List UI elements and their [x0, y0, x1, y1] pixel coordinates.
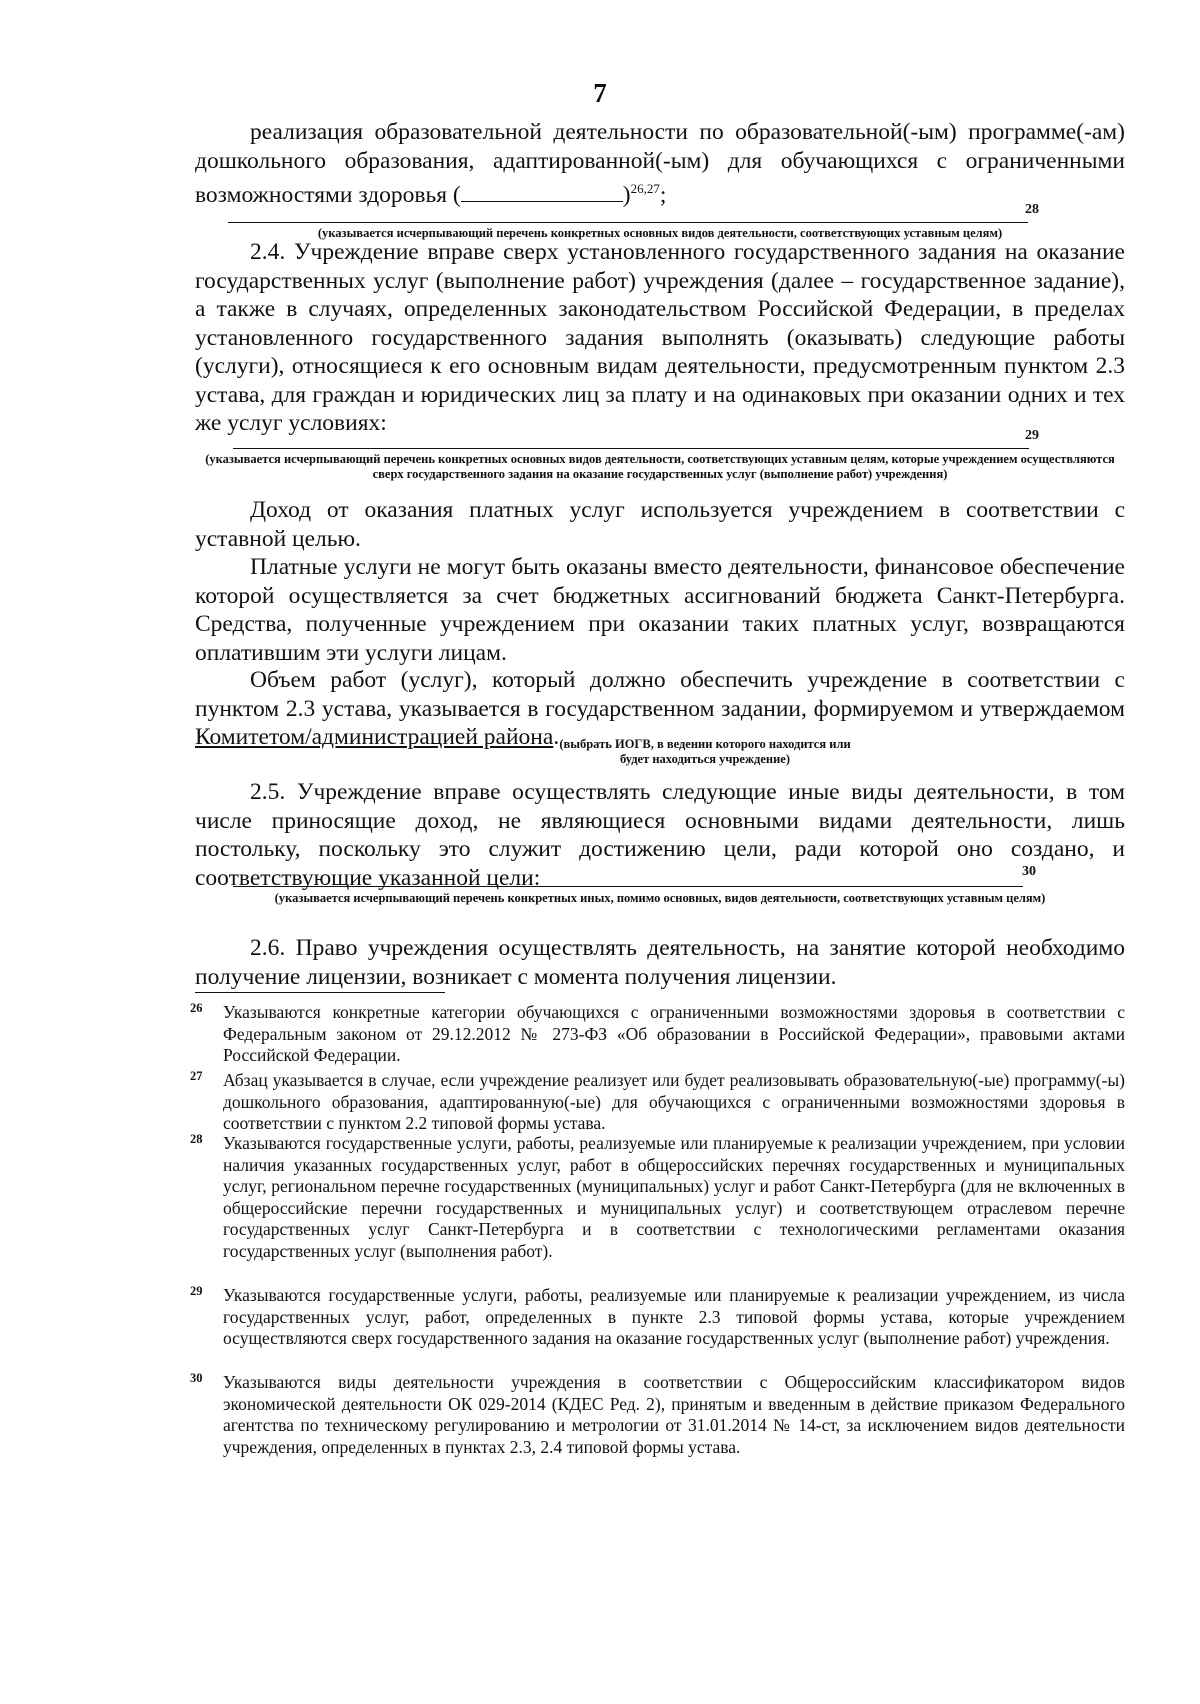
footnote-26	[190, 1001, 1125, 1067]
hint-other-activities: (указывается исчерпывающий перечень конкретных иных, помимо основных, видов деятельности, соответствующих уставным целям)	[274, 891, 1046, 905]
blank-field	[461, 181, 623, 202]
footnote-text: Указываются государственные услуги, работы, реализуемые или планируемые к реализации учреждением, из числа государственных услуг, работ, определенных в пункте 2.3 типовой формы устава, которые учреждением осуществляются сверх государственного задания на оказание государственных услуг (выполнение работ) учреждения.	[223, 1285, 1125, 1349]
paragraph-2-4: 2.4. Учреждение вправе сверх установленного государственного задания на оказание государственных услуг (выполнение работ) учреждения (далее – государственное задание), а также в случаях, определенных законодательством Российской Федерации, в пределах установленного государственного задания выполнять (оказывать) следующие работы (услуги), относящиеся к его основным видам деятельности, предусмотренным пунктом 2.3 устава, для граждан и юридических лиц за плату и на одинаковых при оказании одних и тех же услуг условиях:	[195, 239, 1125, 436]
footnote-28	[190, 1132, 1125, 1263]
blank-line	[233, 448, 1029, 449]
footnote-27	[190, 1069, 1125, 1135]
footnote-ref-30: 30	[1022, 864, 1036, 879]
page-number: 7	[593, 78, 607, 108]
blank-line	[233, 886, 1023, 887]
footnote-text: Указываются конкретные категории обучающихся с ограниченными возможностями здоровья в соответствии с Федеральным законом от 29.12.2012 № 273-ФЗ «Об образовании в Российской Федерации», правовыми актами Российской Федерации.	[223, 1002, 1125, 1066]
blank-line	[228, 222, 1028, 223]
authority-name: Комитетом/администрацией района	[195, 724, 554, 750]
text-fragment: )	[622, 181, 631, 208]
paragraph-2-5: 2.5. Учреждение вправе осуществлять следующие иные виды деятельности, в том числе приносящие доход, не являющиеся основными видами деятельности, лишь постольку, поскольку это служит достижению цели, ради которой оно создано, и соответствующие указанной цели:	[195, 779, 1125, 891]
footnote-30	[190, 1371, 1125, 1458]
text-fragment: возможностями здоровья (	[195, 181, 461, 208]
footnote-ref: 26,27	[630, 181, 660, 196]
footnote-number: 27	[190, 1069, 203, 1083]
footnote-text: Указываются виды деятельности учреждения в соответствии с Общероссийским классификатором видов экономической деятельности ОК 029-2014 (КДЕС Ред. 2), принятым и введенным в действие приказом Федерального агентства по техническому регулированию и метрологии от 31.01.2014 № 14-ст, за исключением видов деятельности учреждения, определенных в пунктах 2.3, 2.4 типовой формы устава.	[223, 1372, 1125, 1457]
paragraph-education-end	[195, 175, 1125, 209]
footnote-29	[190, 1284, 1125, 1350]
paragraph-2-6: 2.6. Право учреждения осуществлять деятельность, на занятие которой необходимо получение лицензии, возникает с момента получения лицензии.	[195, 935, 1125, 990]
footnote-number: 29	[190, 1284, 203, 1298]
paragraph-education: реализация образовательной деятельности по образовательной(-ым) программе(-ам) дошкольного образования, адаптированной(-ым) для обучающихся с ограниченными	[195, 119, 1125, 174]
footnote-number: 30	[190, 1371, 203, 1385]
footnote-ref-28: 28	[1025, 202, 1039, 217]
footnote-number: 28	[190, 1132, 203, 1146]
footnote-separator	[195, 992, 445, 993]
hint-extra-activities: (указывается исчерпывающий перечень конкретных основных видов деятельности, соответствующих уставным целям, которые учреждением осуществляются сверх государственного задания на оказание государственных услуг (выполнение работ) учреждения)	[205, 452, 1115, 481]
paragraph-income: Доход от оказания платных услуг используется учреждением в соответствии с уставной целью.	[195, 497, 1125, 552]
footnote-number: 26	[190, 1001, 203, 1015]
footnote-ref-29: 29	[1025, 428, 1039, 443]
paragraph-paid-services: Платные услуги не могут быть оказаны вместо деятельности, финансовое обеспечение которой осуществляется за счет бюджетных ассигнований бюджета Санкт-Петербурга. Средства, полученные учреждением при оказании таких платных услуг, возвращаются оплатившим эти услуги лицам.	[195, 554, 1125, 666]
text-fragment: .	[553, 724, 560, 750]
footnote-text: Указываются государственные услуги, работы, реализуемые или планируемые к реализации учреждением, при условии наличия указанных государственных услуг, работ в общероссийских перечнях государственных и муниципальных услуг, региональном перечне государственных (муниципальных) услуг и работ Санкт-Петербурга (для не включенных в общероссийские перечни государственных и муниципальных услуг) и соответствующем отраслевом перечне государственных услуг Санкт-Петербурга и в соответствии с технологическими регламентами оказания государственных услуг (выполнения работ).	[223, 1133, 1125, 1261]
hint-main-activities: (указывается исчерпывающий перечень конкретных основных видов деятельности, соответствующих уставным целям)	[317, 226, 1003, 240]
text-fragment: Объем работ (услуг), который должно обеспечить учреждение в соответствии с пунктом 2.3 устава, указывается в государственном задании, формируемом и утверждаемом	[195, 667, 1125, 722]
text-fragment: ;	[659, 181, 667, 208]
hint-authority: (выбрать ИОГВ, в ведении которого находится или будет находиться учреждение)	[559, 737, 851, 766]
footnote-text: Абзац указывается в случае, если учреждение реализует или будет реализовывать образовательную(-ые) программу(-ы) дошкольного образования, адаптированную(-ые) для обучающихся с ограниченными возможностями здоровья в соответствии с пунктом 2.2 типовой формы устава.	[223, 1070, 1125, 1134]
